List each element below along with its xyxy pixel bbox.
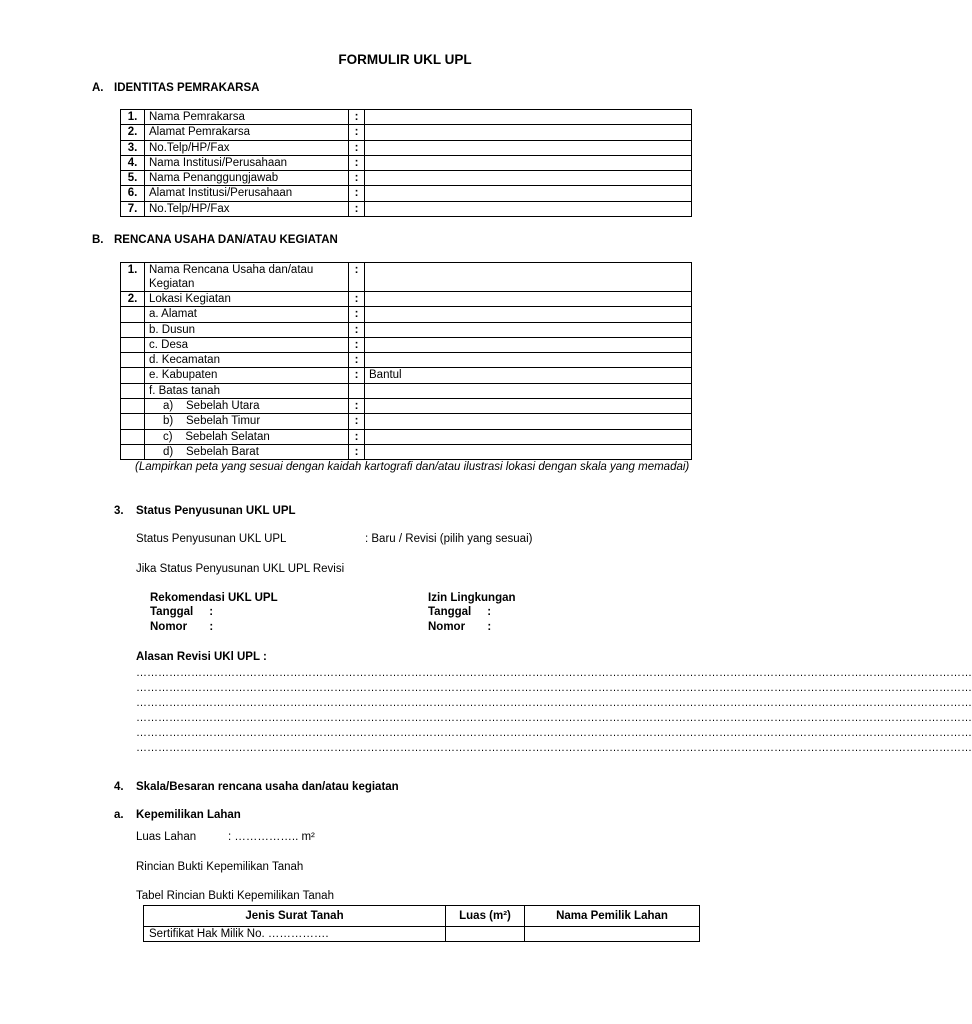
row-label: d) Sebelah Barat [145,444,349,459]
row-value[interactable] [365,444,692,459]
section-b-label: B. [92,234,104,246]
section-b-heading: RENCANA USAHA DAN/ATAU KEGIATAN [114,234,338,246]
table-row [121,444,692,459]
table-row [121,186,692,201]
row-value[interactable] [365,263,692,292]
row-value[interactable] [365,337,692,352]
row-number [121,414,145,429]
section-a-heading: IDENTITAS PEMRAKARSA [114,82,260,94]
section-3-label: 3. [114,505,124,517]
rincian-line: Rincian Bukti Kepemilikan Tanah [136,861,304,873]
row-label: Nama Pemrakarsa [145,110,349,125]
row-colon: : [349,337,365,352]
section-4-label: 4. [114,781,124,793]
table-row [121,429,692,444]
row-label: Alamat Institusi/Perusahaan [145,186,349,201]
table-header: Luas (m²) [446,906,525,927]
row-colon: : [349,368,365,383]
row-colon: : [349,414,365,429]
luas-label: Luas Lahan [136,831,197,843]
row-label: No.Telp/HP/Fax [145,201,349,216]
row-colon: : [349,263,365,292]
row-value[interactable] [365,186,692,201]
row-number [121,383,145,398]
rencana-table [120,262,692,460]
status-label: Status Penyusunan UKL UPL [136,533,287,545]
row-value[interactable]: Bantul [365,368,692,383]
row-label: a) Sebelah Utara [145,399,349,414]
table-row [121,292,692,307]
row-value[interactable] [365,353,692,368]
status-value: : Baru / Revisi (pilih yang sesuai) [365,533,533,545]
row-label: d. Kecamatan [145,353,349,368]
row-value[interactable] [365,155,692,170]
row-number: 2. [121,292,145,307]
row-colon: : [349,125,365,140]
row-number: 3. [121,140,145,155]
map-note: (Lampirkan peta yang sesuai dengan kaidah kartografi dan/atau ilustrasi lokasi dengan skala yang memadai) [135,461,690,473]
row-colon: : [349,186,365,201]
dotted-line: ………………………………………………………………………………………………………………………………………………………………………………………………………… [136,712,972,724]
section-4-heading: Skala/Besaran rencana usaha dan/atau kegiatan [136,781,399,793]
row-number [121,307,145,322]
row-value[interactable] [365,140,692,155]
row-label: f. Batas tanah [145,383,349,398]
row-colon: : [349,444,365,459]
row-number [121,444,145,459]
table-row [121,383,692,398]
row-number [121,399,145,414]
dotted-line: ………………………………………………………………………………………………………………………………………………………………………………………………………… [136,742,972,754]
table-row [121,201,692,216]
row-value[interactable] [365,171,692,186]
row-value[interactable] [365,414,692,429]
row-colon: : [349,155,365,170]
row-colon: : [349,353,365,368]
row-number [121,368,145,383]
izin-title: Izin Lingkungan [428,592,516,604]
row-label: c) Sebelah Selatan [145,429,349,444]
row-value[interactable] [365,292,692,307]
section-4a-label: a. [114,809,124,821]
rekom-title: Rekomendasi UKL UPL [150,592,278,604]
row-label: b) Sebelah Timur [145,414,349,429]
izin-tanggal: Tanggal : [428,606,492,618]
rekom-tanggal: Tanggal : [150,606,214,618]
table-row [121,307,692,322]
row-number: 5. [121,171,145,186]
row-value[interactable] [365,383,692,398]
row-label: Nama Rencana Usaha dan/atau Kegiatan [145,263,349,292]
row-label: e. Kabupaten [145,368,349,383]
dotted-line: ………………………………………………………………………………………………………………………………………………………………………………………………………… [136,727,972,739]
table-header: Jenis Surat Tanah [144,906,446,927]
table-row [121,399,692,414]
row-label: a. Alamat [145,307,349,322]
dotted-line: ………………………………………………………………………………………………………………………………………………………………………………………………………… [136,667,972,679]
row-colon: : [349,322,365,337]
table-row [121,368,692,383]
row-value[interactable] [365,125,692,140]
row-colon: : [349,171,365,186]
row-value[interactable] [365,429,692,444]
row-number [121,322,145,337]
row-colon: : [349,307,365,322]
row-value[interactable] [365,201,692,216]
rekom-nomor: Nomor : [150,621,214,633]
row-number: 7. [121,201,145,216]
table-row [121,155,692,170]
table-row [121,140,692,155]
identitas-table [120,109,692,217]
row-label: Lokasi Kegiatan [145,292,349,307]
table-cell[interactable] [525,927,700,942]
dotted-line: ………………………………………………………………………………………………………………………………………………………………………………………………………… [136,682,972,694]
row-number: 6. [121,186,145,201]
tabel-title: Tabel Rincian Bukti Kepemilikan Tanah [136,890,334,902]
row-colon: : [349,399,365,414]
row-number: 2. [121,125,145,140]
row-value[interactable] [365,399,692,414]
table-row [121,110,692,125]
row-label: Nama Penanggungjawab [145,171,349,186]
table-row [121,322,692,337]
dotted-line: ………………………………………………………………………………………………………………………………………………………………………………………………………… [136,697,972,709]
table-row [121,125,692,140]
row-number [121,429,145,444]
row-colon [349,383,365,398]
row-colon: : [349,201,365,216]
row-number: 4. [121,155,145,170]
row-number: 1. [121,110,145,125]
row-colon: : [349,292,365,307]
row-value[interactable] [365,307,692,322]
table-row [144,927,700,942]
table-header: Nama Pemilik Lahan [525,906,700,927]
table-cell: Sertifikat Hak Milik No. ……………. [144,927,446,942]
row-label: b. Dusun [145,322,349,337]
section-a-label: A. [92,82,104,94]
table-row [121,353,692,368]
table-cell[interactable] [446,927,525,942]
row-label: Nama Institusi/Perusahaan [145,155,349,170]
row-colon: : [349,429,365,444]
row-colon: : [349,110,365,125]
row-number [121,353,145,368]
section-3-heading: Status Penyusunan UKL UPL [136,505,296,517]
section-4a-heading: Kepemilikan Lahan [136,809,241,821]
table-row [121,263,692,292]
luas-value: : …………….. m² [228,831,315,843]
page-title: FORMULIR UKL UPL [338,52,472,67]
row-label: Alamat Pemrakarsa [145,125,349,140]
row-number: 1. [121,263,145,292]
table-row [121,337,692,352]
row-number [121,337,145,352]
row-label: c. Desa [145,337,349,352]
row-label: No.Telp/HP/Fax [145,140,349,155]
land-ownership-table [143,905,700,942]
row-value[interactable] [365,322,692,337]
izin-nomor: Nomor : [428,621,492,633]
revisi-line: Jika Status Penyusunan UKL UPL Revisi [136,563,345,575]
row-value[interactable] [365,110,692,125]
alasan-label: Alasan Revisi UKl UPL : [136,651,267,663]
table-row [121,414,692,429]
row-colon: : [349,140,365,155]
table-row [121,171,692,186]
